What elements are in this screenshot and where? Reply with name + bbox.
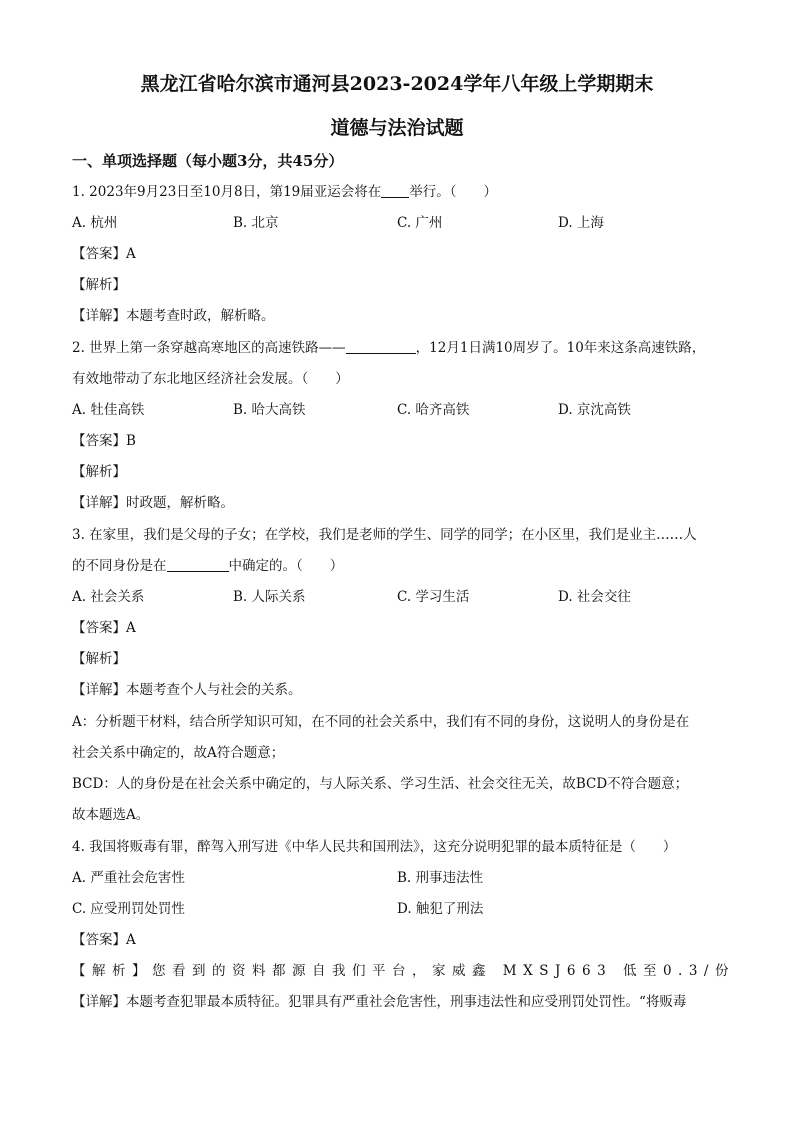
question-3-explain-line3: BCD：人的身份是在社会关系中确定的，与人际关系、学习生活、社会交往无关，故BCD不符合题意；: [72, 776, 689, 792]
question-2-stem-line2: 有效地带动了东北地区经济社会发展。（ ）: [72, 371, 349, 387]
question-4-answer: 【答案】A: [72, 932, 136, 948]
question-1-option-c: C. 广州: [397, 215, 443, 231]
question-4-option-d: D. 触犯了刑法: [397, 901, 484, 917]
question-3-option-c: C. 学习生活: [397, 589, 470, 605]
question-1-stem-part2: 举行。（ ）: [409, 184, 497, 200]
question-3-stem-line1: 3. 在家里，我们是父母的子女；在学校，我们是老师的学生、同学的同学；在小区里，我们是业主……人: [72, 527, 697, 543]
question-1-option-d: D. 上海: [558, 215, 604, 231]
question-3-analysis: 【解析】: [72, 651, 126, 667]
question-2-stem-line1: [72, 339, 705, 357]
question-3-stem-part1: 的不同身份是在: [72, 558, 167, 574]
answer-blank: [167, 558, 229, 572]
question-2-option-d: D. 京沈高铁: [558, 402, 631, 418]
question-4-option-c: C. 应受刑罚处罚性: [72, 901, 185, 917]
question-2-stem-part1: 2. 世界上第一条穿越高寒地区的高速铁路——: [72, 340, 346, 356]
question-3-explain-line2: 社会关系中确定的，故A符合题意；: [72, 745, 285, 761]
question-3-option-a: A. 社会关系: [72, 589, 145, 605]
question-3-option-d: D. 社会交往: [558, 589, 631, 605]
question-4-option-a: A. 严重社会危害性: [72, 870, 185, 886]
exam-title-line1: 黑龙江省哈尔滨市通河县2023-2024学年八年级上学期期末: [140, 73, 654, 95]
question-3-stem-line2: [72, 557, 343, 575]
question-2-detail: 【详解】时政题，解析略。: [72, 495, 234, 511]
question-4-stem: 4. 我国将贩毒有罪，醉驾入刑写进《中华人民共和国刑法》，这充分说明犯罪的最本质特征是（ ）: [72, 839, 677, 855]
question-3-stem-part2: 中确定的。（ ）: [228, 558, 344, 574]
question-2-option-c: C. 哈齐高铁: [397, 402, 470, 418]
question-1-detail: 【详解】本题考查时政，解析略。: [72, 308, 275, 324]
exam-title-line2: 道德与法治试题: [330, 117, 464, 139]
question-2-option-b: B. 哈大高铁: [233, 402, 306, 418]
question-3-answer: 【答案】A: [72, 620, 136, 636]
answer-blank: [346, 340, 416, 354]
question-1-answer: 【答案】A: [72, 246, 136, 262]
question-1-analysis: 【解析】: [72, 277, 126, 293]
question-2-stem-part2: ，12月1日满10周岁了。10年来这条高速铁路，: [415, 340, 706, 356]
question-1-stem-part1: 1. 2023年9月23日至10月8日，第19届亚运会将在: [72, 184, 382, 200]
question-3-detail: 【详解】本题考查个人与社会的关系。: [72, 682, 302, 698]
question-1-option-b: B. 北京: [233, 215, 279, 231]
question-1-stem: [72, 183, 497, 201]
section-heading: 一、单项选择题（每小题3分，共45分）: [72, 152, 344, 170]
question-2-answer: 【答案】B: [72, 433, 136, 449]
answer-blank: [381, 184, 409, 198]
question-3-explain-line1: A：分析题干材料，结合所学知识可知，在不同的社会关系中，我们有不同的身份，这说明人的身份是在: [72, 714, 690, 730]
question-4-analysis-watermark: 【解析】您看到的资料都源自我们平台，家威鑫 MXSJ663 低至0.3/份: [72, 963, 735, 979]
question-1-option-a: A. 杭州: [72, 215, 118, 231]
question-4-detail: 【详解】本题考查犯罪最本质特征。犯罪具有严重社会危害性，刑事违法性和应受刑罚处罚性。“将贩毒: [72, 994, 687, 1010]
question-3-explain-line4: 故本题选A。: [72, 807, 150, 823]
question-4-option-b: B. 刑事违法性: [397, 870, 484, 886]
question-3-option-b: B. 人际关系: [233, 589, 306, 605]
question-2-option-a: A. 牡佳高铁: [72, 402, 145, 418]
question-2-analysis: 【解析】: [72, 464, 126, 480]
